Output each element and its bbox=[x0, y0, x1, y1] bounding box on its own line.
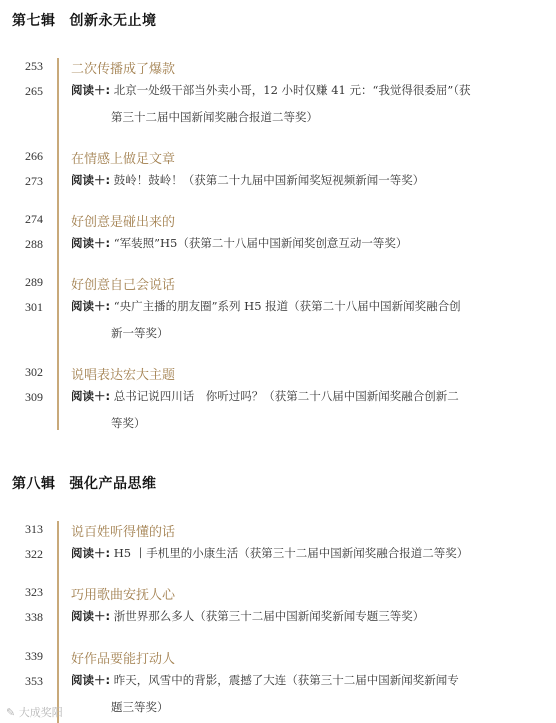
section-title[interactable]: 好创意自己会说话 bbox=[71, 278, 176, 293]
reading-text: 总书记说四川话 你听过吗？（获第二十八届中国新闻奖融合创新二 bbox=[113, 389, 459, 403]
reading-text-cont: 等奖） bbox=[111, 416, 146, 430]
section-title[interactable]: 好作品要能打动人 bbox=[71, 652, 176, 667]
section-title[interactable]: 巧用歌曲安抚人心 bbox=[71, 588, 176, 603]
chapter-8-title bbox=[12, 473, 157, 493]
chapter-name: 强化产品思维 bbox=[69, 476, 157, 492]
reading-entry[interactable] bbox=[71, 383, 491, 437]
section-title[interactable]: 好创意是碰出来的 bbox=[71, 215, 176, 230]
page-number: 309 bbox=[25, 390, 43, 404]
chapter-7-rule bbox=[57, 58, 59, 430]
page-number: 313 bbox=[25, 522, 43, 536]
section-title[interactable]: 说百姓听得懂的话 bbox=[71, 525, 176, 540]
page-number: 274 bbox=[25, 212, 43, 226]
reading-label: 阅读＋: bbox=[71, 609, 111, 623]
watermark-text: 大成奖阳 bbox=[18, 706, 63, 719]
reading-text: 浙世界那么多人（获第三十二届中国新闻奖新闻专题三等奖） bbox=[113, 609, 425, 623]
reading-label: 阅读＋: bbox=[71, 673, 111, 687]
page-number: 266 bbox=[25, 149, 43, 163]
page-number: 353 bbox=[25, 674, 43, 688]
page-number: 273 bbox=[25, 174, 43, 188]
reading-text-cont: 第三十二届中国新闻奖融合报道二等奖） bbox=[111, 110, 318, 124]
reading-text: 北京一处级干部当外卖小哥，12 小时仅赚 41 元：“我觉得很委屈”（获 bbox=[113, 83, 471, 97]
watermark-logo bbox=[6, 704, 63, 720]
section-title[interactable]: 在情感上做足文章 bbox=[71, 152, 176, 167]
chapter-label: 第七辑 bbox=[12, 13, 56, 29]
reading-entry[interactable] bbox=[71, 167, 491, 194]
page-number: 323 bbox=[25, 585, 43, 599]
reading-label: 阅读＋: bbox=[71, 236, 111, 250]
reading-entry[interactable] bbox=[71, 540, 491, 567]
page-number: 322 bbox=[25, 547, 43, 561]
page-number: 338 bbox=[25, 610, 43, 624]
reading-label: 阅读＋: bbox=[71, 299, 111, 313]
chapter-8-rule bbox=[57, 521, 59, 723]
reading-entry[interactable] bbox=[71, 293, 491, 347]
reading-entry[interactable] bbox=[71, 603, 491, 630]
reading-entry[interactable] bbox=[71, 667, 491, 721]
reading-text: “军装照”H5（获第二十八届中国新闻奖创意互动一等奖） bbox=[113, 236, 408, 250]
page-number: 301 bbox=[25, 300, 43, 314]
reading-entry[interactable] bbox=[71, 230, 491, 257]
chapter-label: 第八辑 bbox=[12, 476, 56, 492]
reading-label: 阅读＋: bbox=[71, 389, 111, 403]
reading-text: 鼓岭！鼓岭！（获第二十九届中国新闻奖短视频新闻一等奖） bbox=[113, 173, 425, 187]
section-title[interactable]: 说唱表达宏大主题 bbox=[71, 368, 176, 383]
reading-text: H5 丨手机里的小康生活（获第三十二届中国新闻奖融合报道二等奖） bbox=[113, 546, 469, 560]
reading-label: 阅读＋: bbox=[71, 173, 111, 187]
reading-entry[interactable] bbox=[71, 77, 491, 131]
chapter-name: 创新永无止境 bbox=[69, 13, 157, 29]
reading-text: “央广主播的朋友圈”系列 H5 报道（获第二十八届中国新闻奖融合创 bbox=[113, 299, 461, 313]
reading-label: 阅读＋: bbox=[71, 546, 111, 560]
watermark-icon: ✎ bbox=[6, 706, 16, 719]
page-number: 265 bbox=[25, 84, 43, 98]
page-number: 253 bbox=[25, 59, 43, 73]
reading-text: 昨天，风雪中的背影，震撼了大连（获第三十二届中国新闻奖新闻专 bbox=[113, 673, 459, 687]
page-number: 289 bbox=[25, 275, 43, 289]
chapter-7-title bbox=[12, 10, 157, 30]
reading-text-cont: 新一等奖） bbox=[111, 326, 169, 340]
reading-text-cont: 题三等奖） bbox=[111, 700, 169, 714]
page-number: 339 bbox=[25, 649, 43, 663]
reading-label: 阅读＋: bbox=[71, 83, 111, 97]
section-title[interactable]: 二次传播成了爆款 bbox=[71, 62, 176, 77]
page-number: 288 bbox=[25, 237, 43, 251]
page-number: 302 bbox=[25, 365, 43, 379]
